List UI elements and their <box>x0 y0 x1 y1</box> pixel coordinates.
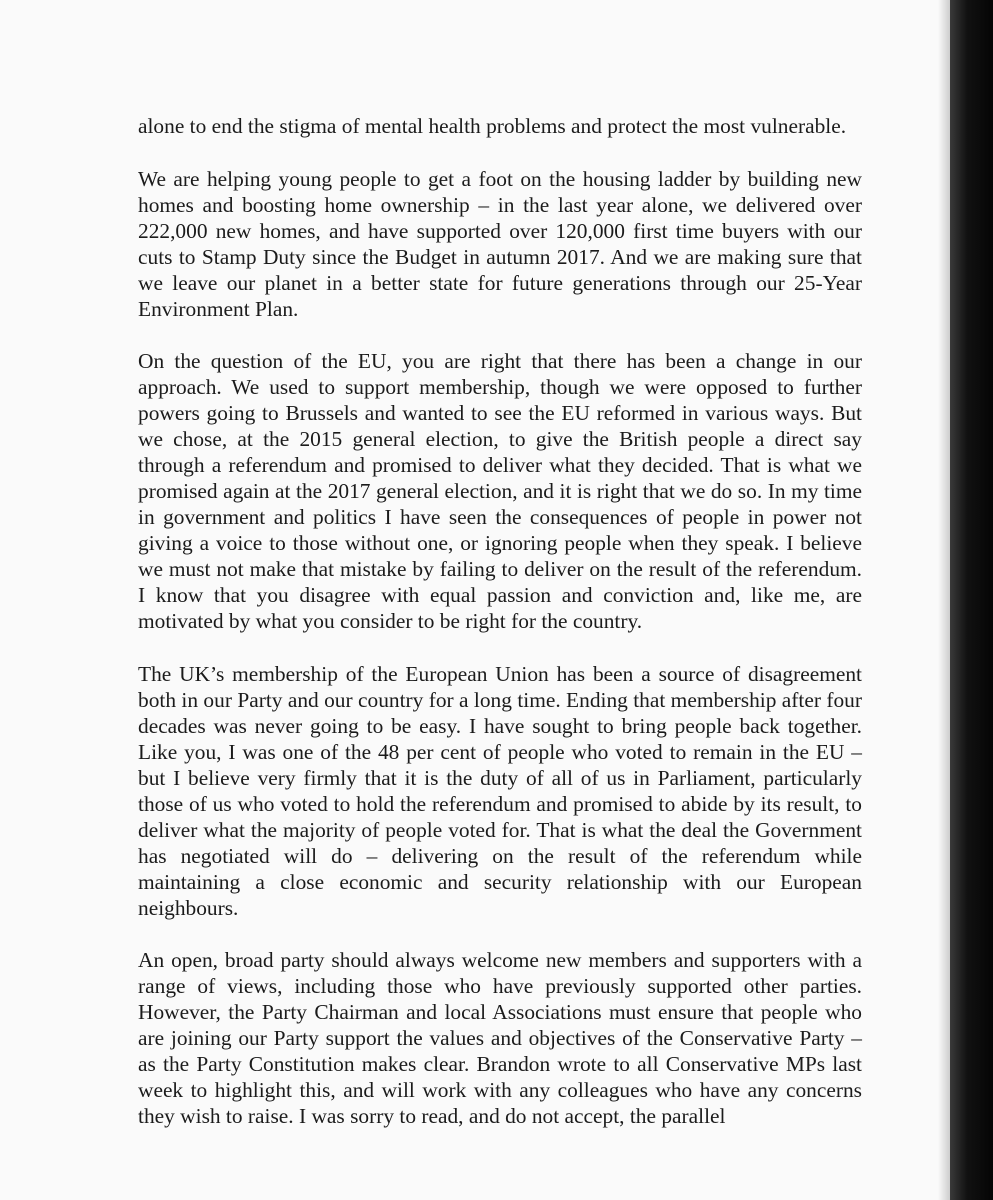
paragraph-party-membership: An open, broad party should always welcome new members and supporters with a range of views, including those who have previously supported other parties. However, the Party Chairman and local Associations must ensure that people who are joining our Party support the values and objectives of the Conservative Party – as the Party Constitution makes clear. Brandon wrote to all Conservative MPs last week to highlight this, and will work with any colleagues who have any concerns they wish to raise. I was sorry to read, and do not accept, the parallel <box>138 948 862 1128</box>
page-edge-shadow <box>938 0 950 1200</box>
paragraph-housing: We are helping young people to get a foot on the housing ladder by building new homes and boosting home ownership – in the last year alone, we delivered over 222,000 new homes, and have supported over 120,000 first time buyers with our cuts to Stamp Duty since the Budget in autumn 2017. And we are making sure that we leave our planet in a better state for future generations through our 25-Year Environment Plan. <box>138 166 862 321</box>
paragraph-eu-membership: The UK’s membership of the European Union has been a source of disagreement both in our Party and our country for a long time. Ending that membership after four decades was never going to be easy. I have sought to bring people back together. Like you, I was one of the 48 per cent of people who voted to remain in the EU – but I believe very firmly that it is the duty of all of us in Parliament, particularly those of us who voted to hold the referendum and promised to abide by its result, to deliver what the majority of people voted for. That is what the deal the Government has negotiated will do – delivering on the result of the referendum while maintaining a close economic and security relationship with our European neighbours. <box>138 661 862 920</box>
background-strip <box>950 0 993 1200</box>
letter-body <box>138 113 862 1156</box>
paragraph-mental-health: alone to end the stigma of mental health problems and protect the most vulnerable. <box>138 114 847 138</box>
paragraph-eu-approach: On the question of the EU, you are right that there has been a change in our approach. We used to support membership, though we were opposed to further powers going to Brussels and wanted to see the EU reformed in various ways. But we chose, at the 2015 general election, to give the British people a direct say through a referendum and promised to deliver what they decided. That is what we promised again at the 2017 general election, and it is right that we do so. In my time in government and politics I have seen the consequences of people in power not giving a voice to those without one, or ignoring people when they speak. I believe we must not make that mistake by failing to deliver on the result of the referendum. I know that you disagree with equal passion and conviction and, like me, are motivated by what you consider to be right for the country. <box>138 349 862 633</box>
